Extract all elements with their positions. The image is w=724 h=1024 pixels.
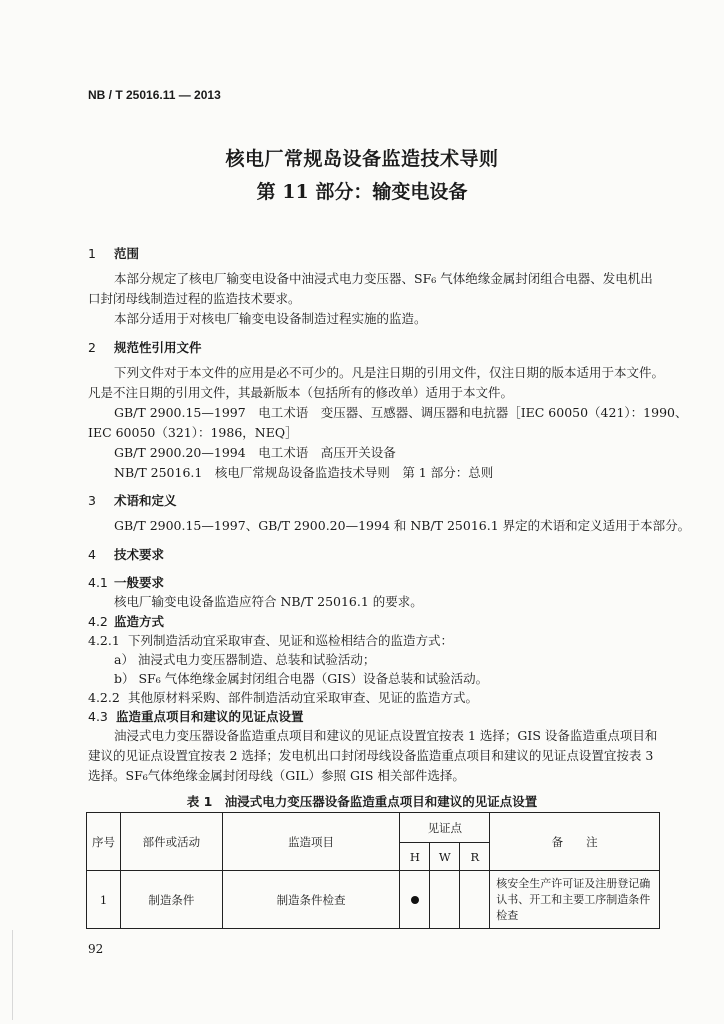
header-witness: 见证点 [400,813,490,843]
header-component: 部件或活动 [120,813,222,871]
list-item-b: b） SF₆ 气体绝缘金属封闭组合电器（GIS）设备总装和试验活动。 [114,671,489,686]
header-item: 监造项目 [222,813,400,871]
cell-h [400,871,430,929]
document-subtitle: 第 11 部分：输变电设备 [256,181,468,203]
section-4-heading: 4 技术要求 [88,547,165,562]
section-4-2-heading: 4.2 监造方式 [88,614,165,629]
reference-2: GB/T 2900.20—1994 电工术语 高压开关设备 [114,445,396,460]
section-4-3-paragraph-3: 选择。SF₆气体绝缘金属封闭母线（GIL）参照 GIS 相关部件选择。 [88,768,465,783]
cell-r [460,871,490,929]
section-3-heading: 3 术语和定义 [88,493,177,508]
section-2-heading: 2 规范性引用文件 [88,340,202,355]
header-h: H [400,843,430,871]
standard-number: NB / T 25016.11 — 2013 [88,88,221,102]
document-title: 核电厂常规岛设备监造技术导则 [225,148,499,170]
section-4-2-2: 4.2.2 其他原材料采购、部件制造活动宜采取审查、见证的监造方式。 [88,690,479,705]
cell-item: 制造条件检查 [222,871,400,929]
cell-component: 制造条件 [120,871,222,929]
section-4-1-heading: 4.1 一般要求 [88,575,165,590]
section-4-2-1: 4.2.1 下列制造活动宜采取审查、见证和巡检相结合的监造方式： [88,633,454,648]
section-4-3-paragraph-1: 油浸式电力变压器设备监造重点项目和建议的见证点设置宜按表 1 选择；GIS 设备监造重点项目和 [114,728,658,743]
header-remark: 备 注 [490,813,660,871]
cell-w [430,871,460,929]
section-1-heading: 1 范围 [88,246,140,261]
section-1-paragraph-1b: 口封闭母线制造过程的监造技术要求。 [88,291,301,306]
header-w: W [430,843,460,871]
table-1 [86,812,660,929]
table-1-caption: 表 1 油浸式电力变压器设备监造重点项目和建议的见证点设置 [186,794,538,809]
section-1-paragraph-2: 本部分适用于对核电厂输变电设备制造过程实施的监造。 [114,311,427,326]
section-2-paragraph-1b: 凡是不注日期的引用文件，其最新版本（包括所有的修改单）适用于本文件。 [88,385,514,400]
section-4-3-heading: 4.3 监造重点项目和建议的见证点设置 [88,709,304,724]
table-row [87,871,660,929]
table-header-row [87,813,660,843]
header-r: R [460,843,490,871]
cell-remark: 核安全生产许可证及注册登记确认书、开工和主要工序制造条件检查 [490,871,660,929]
section-4-1-paragraph: 核电厂输变电设备监造应符合 NB/T 25016.1 的要求。 [114,594,423,609]
section-4-3-paragraph-2: 建议的见证点设置宜按表 2 选择；发电机出口封闭母线设备监造重点项目和建议的见证点设置宜按表 3 [88,748,654,763]
section-2-paragraph-1a: 下列文件对于本文件的应用是必不可少的。凡是注日期的引用文件，仅注日期的版本适用于本文件。 [114,365,665,380]
filled-dot-icon [411,896,419,904]
list-item-a: a） 油浸式电力变压器制造、总装和试验活动； [114,652,376,667]
reference-1b: IEC 60050（321）：1986，NEQ］ [88,425,298,440]
reference-3: NB/T 25016.1 核电厂常规岛设备监造技术导则 第 1 部分：总则 [114,465,494,480]
section-1-paragraph-1a: 本部分规定了核电厂输变电设备中油浸式电力变压器、SF₆ 气体绝缘金属封闭组合电器、发电机出 [114,271,653,286]
section-3-paragraph: GB/T 2900.15—1997、GB/T 2900.20—1994 和 NB/T 25016.1 界定的术语和定义适用于本部分。 [114,518,691,533]
reference-1a: GB/T 2900.15—1997 电工术语 变压器、互感器、调压器和电抗器［IEC 60050（421）：1990、 [114,405,688,420]
cell-seq: 1 [87,871,121,929]
header-seq: 序号 [87,813,121,871]
scan-edge-mark [12,930,13,1020]
page-number: 92 [88,942,104,956]
